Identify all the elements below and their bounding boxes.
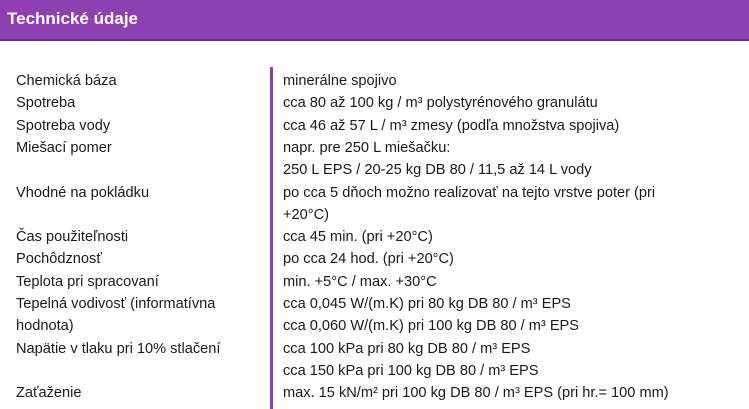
spec-value: max. 15 kN/m² pri 100 kg DB 80 / m³ EPS (pri hr.= 100 mm) [283,385,669,402]
spec-value: po cca 5 dňoch možno realizovať na tejto vrstve poter (pri [283,184,656,201]
spec-value: cca 80 až 100 kg / m³ polystyrénového granulátu [283,95,598,112]
section-header [0,0,749,41]
spec-value: min. +5°C / max. +30°C [283,273,437,290]
spec-label: Spotreba vody [16,117,111,134]
spec-value: minerálne spojivo [283,73,397,89]
section-title: Technické údaje [7,9,139,28]
spec-label: Miešací pomer [16,139,112,156]
spec-label: Pochôdznosť [16,251,102,268]
spec-label: hodnota) [16,318,74,335]
spec-label: Vhodné na pokládku [16,184,150,201]
column-divider [270,67,273,409]
spec-label: Zaťaženie [16,385,82,402]
spec-value: +20°C) [283,206,329,223]
spec-value: cca 0,045 W/(m.K) pri 80 kg DB 80 / m³ EPS [283,296,571,312]
spec-value: cca 46 až 57 L / m³ zmesy (podľa množstva spojiva) [283,117,620,134]
spec-label: Tepelná vodivosť (informatívna [16,296,216,312]
spec-value: cca 100 kPa pri 80 kg DB 80 / m³ EPS [283,340,531,357]
spec-label: Spotreba [16,95,76,112]
spec-label: Teplota pri spracovaní [16,273,159,290]
spec-value: po cca 24 hod. (pri +20°C) [283,251,454,268]
spec-label: Čas použiteľnosti [16,229,129,246]
spec-value: napr. pre 250 L miešačku: [283,139,451,156]
spec-label: Chemická báza [16,73,117,89]
spec-label: Napätie v tlaku pri 10% stlačení [16,340,221,357]
spec-value: cca 45 min. (pri +20°C) [283,229,433,246]
spec-value: cca 0,060 W/(m.K) pri 100 kg DB 80 / m³ EPS [283,318,580,335]
spec-value: cca 150 kPa pri 100 kg DB 80 / m³ EPS [283,362,539,379]
spec-value: 250 L EPS / 20-25 kg DB 80 / 11,5 až 14 L vody [283,162,592,179]
